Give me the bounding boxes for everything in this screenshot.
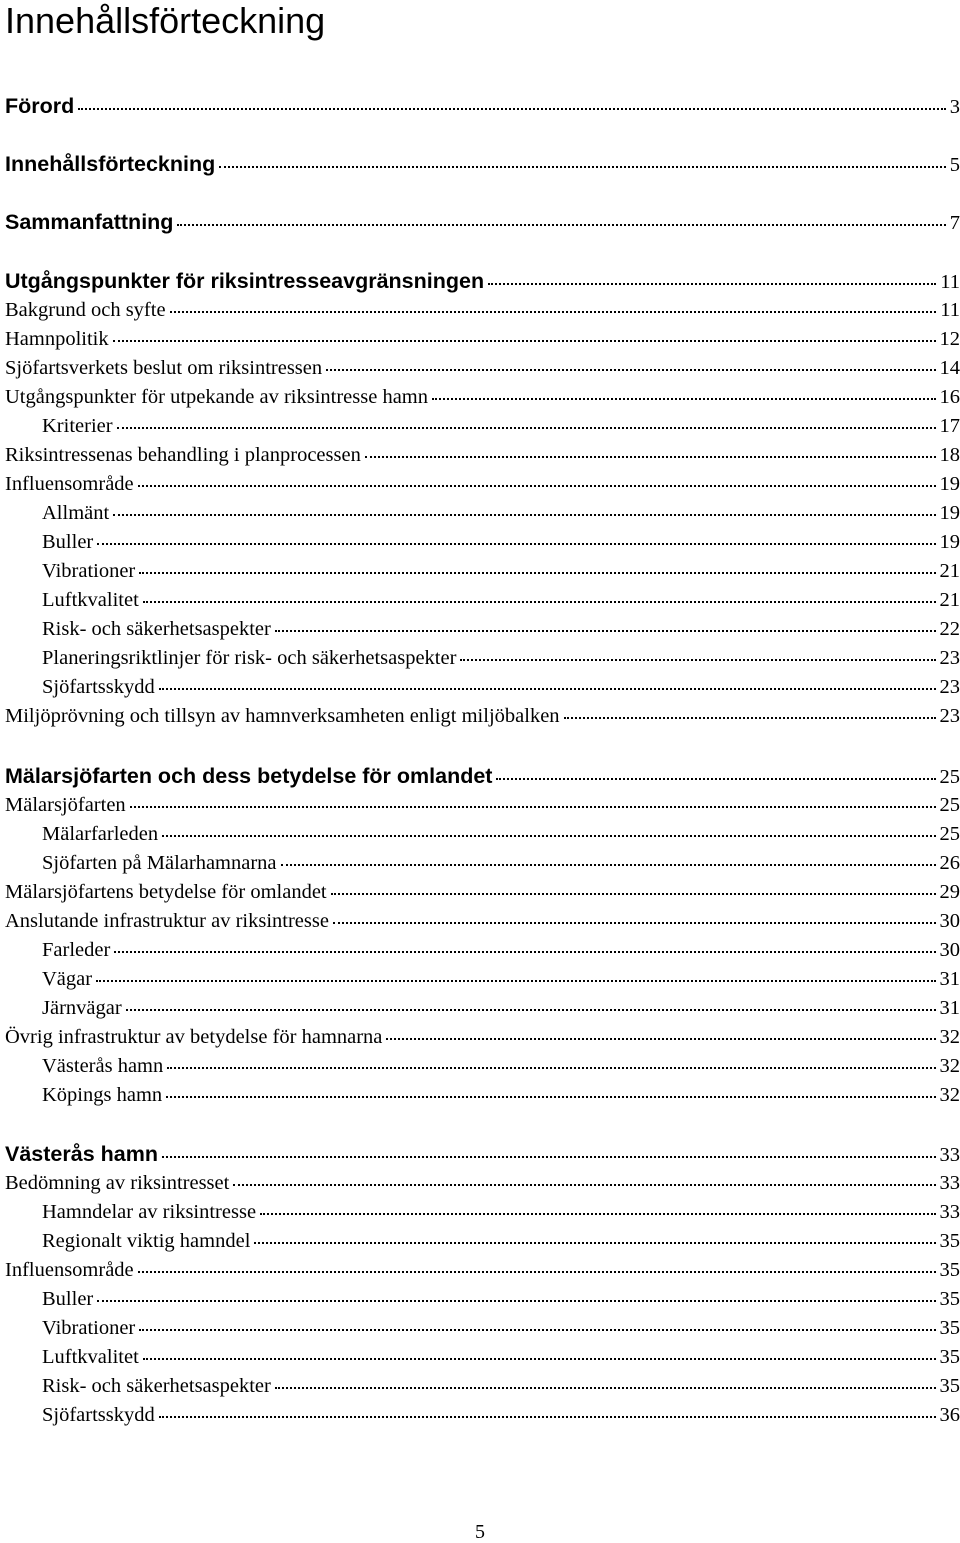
toc-entry-page-number: 26: [939, 852, 960, 874]
dot-leader: [159, 1415, 936, 1418]
dot-leader: [331, 892, 936, 895]
dot-leader: [159, 687, 936, 690]
dot-leader: [326, 368, 935, 371]
toc-entry[interactable]: [42, 499, 960, 527]
dot-leader: [126, 1008, 936, 1011]
toc-entry-title: Västerås hamn: [42, 1055, 164, 1077]
toc-entry[interactable]: [5, 296, 960, 324]
toc-entry-page-number: 35: [939, 1288, 960, 1310]
toc-entry-page-number: 35: [939, 1346, 960, 1368]
toc-entry[interactable]: [42, 965, 960, 993]
dot-leader: [130, 805, 936, 808]
toc-entry-page-number: 33: [939, 1201, 960, 1223]
toc-entry-page-number: 33: [939, 1144, 960, 1166]
toc-entry[interactable]: [42, 557, 960, 585]
dot-leader: [281, 863, 936, 866]
toc-entry-title: Sjöfarten på Mälarhamnarna: [42, 852, 277, 874]
toc-entry-title: Allmänt: [42, 502, 110, 524]
toc-entry[interactable]: [42, 644, 960, 672]
toc-entry-page-number: 21: [939, 560, 960, 582]
page-number: 5: [475, 1521, 485, 1543]
dot-leader: [254, 1241, 935, 1244]
dot-leader: [138, 1270, 936, 1273]
dot-leader: [488, 282, 936, 285]
toc-entry[interactable]: [5, 383, 960, 411]
dot-leader: [365, 455, 936, 458]
toc-entry-page-number: 25: [939, 794, 960, 816]
toc-entry-page-number: 7: [949, 212, 960, 234]
toc-entry-page-number: 32: [939, 1084, 960, 1106]
page-title: Innehållsförteckning: [5, 0, 326, 41]
toc-entry-title: Utgångspunkter för utpekande av riksintresse hamn: [5, 386, 428, 408]
toc-entry-title: Vägar: [42, 968, 93, 990]
toc-entry-title: Planeringsriktlinjer för risk- och säkerhetsaspekter: [42, 647, 457, 669]
toc-entry[interactable]: [5, 878, 960, 906]
toc-entry-title: Influensområde: [5, 1259, 134, 1281]
toc-entry[interactable]: [42, 820, 960, 848]
toc-entry-title: Mälarsjöfartens betydelse för omlandet: [5, 881, 327, 903]
dot-leader: [113, 513, 935, 516]
toc-entry-page-number: 31: [939, 968, 960, 990]
toc-entry-title: Övrig infrastruktur av betydelse för hamnarna: [5, 1026, 383, 1048]
toc-entry[interactable]: [5, 325, 960, 353]
toc-entry[interactable]: [5, 92, 960, 120]
toc-entry-title: Sjöfartsverkets beslut om riksintressen: [5, 357, 323, 379]
dot-leader: [78, 107, 945, 110]
toc-entry-title: Regionalt viktig hamndel: [42, 1230, 251, 1252]
toc-entry[interactable]: [42, 528, 960, 556]
toc-entry-title: Mälarfarleden: [42, 823, 159, 845]
toc-entry[interactable]: [42, 673, 960, 701]
toc-entry-page-number: 29: [939, 881, 960, 903]
toc-entry[interactable]: [5, 354, 960, 382]
toc-entry-title: Kriterier: [42, 415, 113, 437]
toc-entry-title: Bakgrund och syfte: [5, 299, 166, 321]
toc-entry-page-number: 19: [939, 531, 960, 553]
toc-entry[interactable]: [5, 1023, 960, 1051]
toc-entry-page-number: 17: [939, 415, 960, 437]
dot-leader: [96, 979, 935, 982]
toc-entry-page-number: 23: [939, 647, 960, 669]
dot-leader: [564, 716, 936, 719]
toc-entry-page-number: 11: [940, 271, 960, 293]
toc-entry-page-number: 30: [939, 910, 960, 932]
toc-entry-page-number: 23: [939, 676, 960, 698]
toc-entry-page-number: 35: [939, 1230, 960, 1252]
dot-leader: [432, 397, 936, 400]
toc-entry-title: Västerås hamn: [5, 1142, 158, 1166]
toc-entry-title: Luftkvalitet: [42, 1346, 139, 1368]
toc-entry-page-number: 16: [939, 386, 960, 408]
dot-leader: [219, 165, 945, 168]
toc-entry-page-number: 3: [949, 96, 960, 118]
toc-entry-page-number: 33: [939, 1172, 960, 1194]
toc-entry-title: Förord: [5, 94, 75, 118]
toc-entry[interactable]: [5, 1140, 960, 1168]
toc-entry[interactable]: [42, 1227, 960, 1255]
toc-entry-title: Bedömning av riksintresset: [5, 1172, 230, 1194]
toc-entry[interactable]: [5, 791, 960, 819]
toc-entry-title: Vibrationer: [42, 1317, 136, 1339]
toc-entry-page-number: 23: [939, 705, 960, 727]
dot-leader: [113, 339, 936, 342]
toc-entry[interactable]: [42, 412, 960, 440]
toc-entry[interactable]: [5, 1256, 960, 1284]
toc-entry[interactable]: [5, 267, 960, 295]
dot-leader: [97, 1299, 935, 1302]
toc-entry-title: Hamnpolitik: [5, 328, 109, 350]
toc-entry-title: Miljöprövning och tillsyn av hamnverksamheten enligt miljöbalken: [5, 705, 560, 727]
toc-entry-page-number: 25: [939, 766, 960, 788]
toc-entry-page-number: 14: [939, 357, 960, 379]
toc-entry[interactable]: [5, 441, 960, 469]
toc-entry[interactable]: [42, 994, 960, 1022]
toc-entry[interactable]: [5, 208, 960, 236]
toc-entry-page-number: 5: [949, 154, 960, 176]
dot-leader: [139, 1328, 935, 1331]
toc-entry[interactable]: [5, 470, 960, 498]
toc-entry[interactable]: [42, 615, 960, 643]
toc-entry-title: Sammanfattning: [5, 210, 174, 234]
dot-leader: [166, 1095, 935, 1098]
toc-entry[interactable]: [42, 586, 960, 614]
toc-entry[interactable]: [42, 1081, 960, 1109]
dot-leader: [143, 1357, 936, 1360]
toc-entry-title: Risk- och säkerhetsaspekter: [42, 618, 271, 640]
dot-leader: [386, 1037, 935, 1040]
toc-entry-title: Riksintressenas behandling i planprocessen: [5, 444, 361, 466]
toc-entry-title: Mälarsjöfarten: [5, 794, 126, 816]
toc-entry-page-number: 35: [939, 1375, 960, 1397]
toc-entry-title: Farleder: [42, 939, 111, 961]
dot-leader: [117, 426, 936, 429]
dot-leader: [275, 1386, 936, 1389]
toc-entry-title: Sjöfartsskydd: [42, 676, 155, 698]
toc-entry-title: Mälarsjöfarten och dess betydelse för omlandet: [5, 764, 493, 788]
toc-entry-page-number: 36: [939, 1404, 960, 1426]
toc-entry-page-number: 12: [939, 328, 960, 350]
dot-leader: [162, 834, 935, 837]
toc-entry[interactable]: [5, 907, 960, 935]
dot-leader: [139, 571, 935, 574]
toc-entry-page-number: 30: [939, 939, 960, 961]
toc-entry-page-number: 25: [939, 823, 960, 845]
toc-entry-title: Buller: [42, 1288, 94, 1310]
dot-leader: [333, 921, 936, 924]
toc-entry-page-number: 11: [940, 299, 960, 321]
toc-entry-page-number: 19: [939, 473, 960, 495]
toc-entry-title: Risk- och säkerhetsaspekter: [42, 1375, 271, 1397]
toc-entry[interactable]: [42, 1372, 960, 1400]
toc-entry-page-number: 19: [939, 502, 960, 524]
dot-leader: [275, 629, 936, 632]
dot-leader: [97, 542, 935, 545]
toc-entry[interactable]: [42, 1314, 960, 1342]
toc-entry[interactable]: [42, 1401, 960, 1429]
toc-entry[interactable]: [42, 1343, 960, 1371]
toc-entry-page-number: 32: [939, 1055, 960, 1077]
toc-entry-title: Köpings hamn: [42, 1084, 163, 1106]
toc-entry-page-number: 32: [939, 1026, 960, 1048]
toc-entry-title: Luftkvalitet: [42, 589, 139, 611]
toc-entry-page-number: 18: [939, 444, 960, 466]
dot-leader: [167, 1066, 935, 1069]
dot-leader: [260, 1212, 935, 1215]
toc-entry[interactable]: [5, 1169, 960, 1197]
dot-leader: [114, 950, 935, 953]
toc-entry-page-number: 21: [939, 589, 960, 611]
dot-leader: [170, 310, 937, 313]
toc-entry[interactable]: [42, 1285, 960, 1313]
dot-leader: [143, 600, 936, 603]
toc-entry[interactable]: [42, 1052, 960, 1080]
dot-leader: [138, 484, 936, 487]
toc-entry-title: Järnvägar: [42, 997, 122, 1019]
dot-leader: [496, 777, 935, 780]
toc-entry-title: Anslutande infrastruktur av riksintresse: [5, 910, 329, 932]
toc-entry[interactable]: [5, 762, 960, 790]
dot-leader: [177, 223, 945, 226]
toc-entry-page-number: 35: [939, 1259, 960, 1281]
toc-entry-title: Buller: [42, 531, 94, 553]
toc-entry-title: Sjöfartsskydd: [42, 1404, 155, 1426]
toc-entry[interactable]: [5, 150, 960, 178]
toc-entry-page-number: 31: [939, 997, 960, 1019]
toc-entry-title: Vibrationer: [42, 560, 136, 582]
toc-entry[interactable]: [5, 702, 960, 730]
toc-entry-title: Utgångspunkter för riksintresseavgränsningen: [5, 269, 485, 293]
dot-leader: [233, 1183, 935, 1186]
toc-entry[interactable]: [42, 849, 960, 877]
toc-entry-page-number: 35: [939, 1317, 960, 1339]
toc-entry-page-number: 22: [939, 618, 960, 640]
toc-entry[interactable]: [42, 1198, 960, 1226]
dot-leader: [162, 1155, 936, 1158]
toc-entry-title: Influensområde: [5, 473, 134, 495]
dot-leader: [460, 658, 935, 661]
toc-entry-title: Hamndelar av riksintresse: [42, 1201, 257, 1223]
toc-entry-title: Innehållsförteckning: [5, 152, 216, 176]
toc-entry[interactable]: [42, 936, 960, 964]
